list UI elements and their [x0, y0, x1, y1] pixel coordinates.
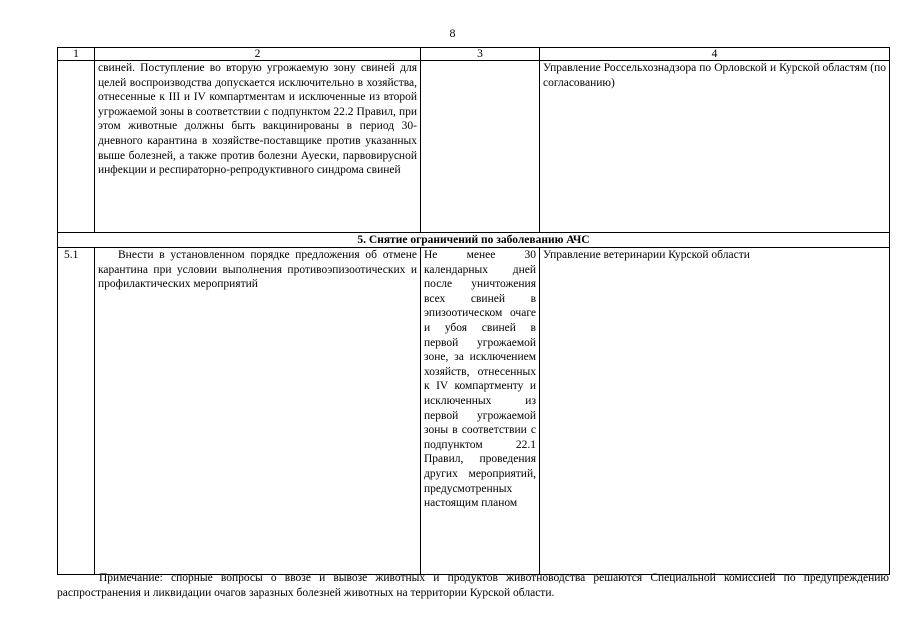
header-col-3: 3 — [421, 48, 540, 61]
header-col-4: 4 — [540, 48, 890, 61]
note-label: Примечание: — [99, 572, 163, 584]
row-number — [58, 61, 95, 233]
action-text: свиней. Поступление во вторую угрожаемую зону свиней для целей воспроизводства допускается исключительно в хозяйства, отнесенные к III и IV компартментам и исключенные из второй угрожаемой зоны в соответствии с подпунктом 22.2 Правил, при этом животные должны быть вакцинированы в период 30-дневного карантина в хозяйстве-поставщике против указанных выше болезней, а также против болезни Ауески, парвовирусной инфекции и респираторно-репродуктивного синдрома свиней — [95, 61, 421, 233]
header-col-2: 2 — [95, 48, 421, 61]
measures-table — [57, 47, 890, 575]
table-header-row — [58, 48, 890, 61]
section-heading-row — [58, 233, 890, 248]
row-number: 5.1 — [58, 248, 95, 575]
footnote — [57, 571, 889, 601]
term-text — [421, 61, 540, 233]
action-text: Внести в установленном порядке предложения об отмене карантина при условии выполнения противоэпизоотических и профилактических мероприятий — [95, 248, 421, 575]
section-title: 5. Снятие ограничений по заболеванию АЧС — [58, 233, 890, 248]
note-text: спорные вопросы о ввозе и вывозе животных и продуктов животноводства решаются Специальной комиссией по предупреждению распространения и ликвидации очагов заразных болезней животных на территории Курской области. — [57, 572, 889, 599]
page-number: 8 — [449, 26, 456, 40]
responsible-text: Управление ветеринарии Курской области — [540, 248, 890, 575]
table-row — [58, 248, 890, 575]
table-row — [58, 61, 890, 233]
responsible-text: Управление Россельхознадзора по Орловской и Курской областям (по согласованию) — [540, 61, 890, 233]
term-text: Не менее 30 календарных дней после уничтожения всех свиней в эпизоотическом очаге и убоя свиней в первой угрожаемой зоне, за исключением хозяйств, отнесенных к IV компартменту и исключенных из первой угрожаемой зоны в соответствии с подпунктом 22.1 Правил, проведения других мероприятий, предусмотренных настоящим планом — [421, 248, 540, 575]
header-col-1: 1 — [58, 48, 95, 61]
